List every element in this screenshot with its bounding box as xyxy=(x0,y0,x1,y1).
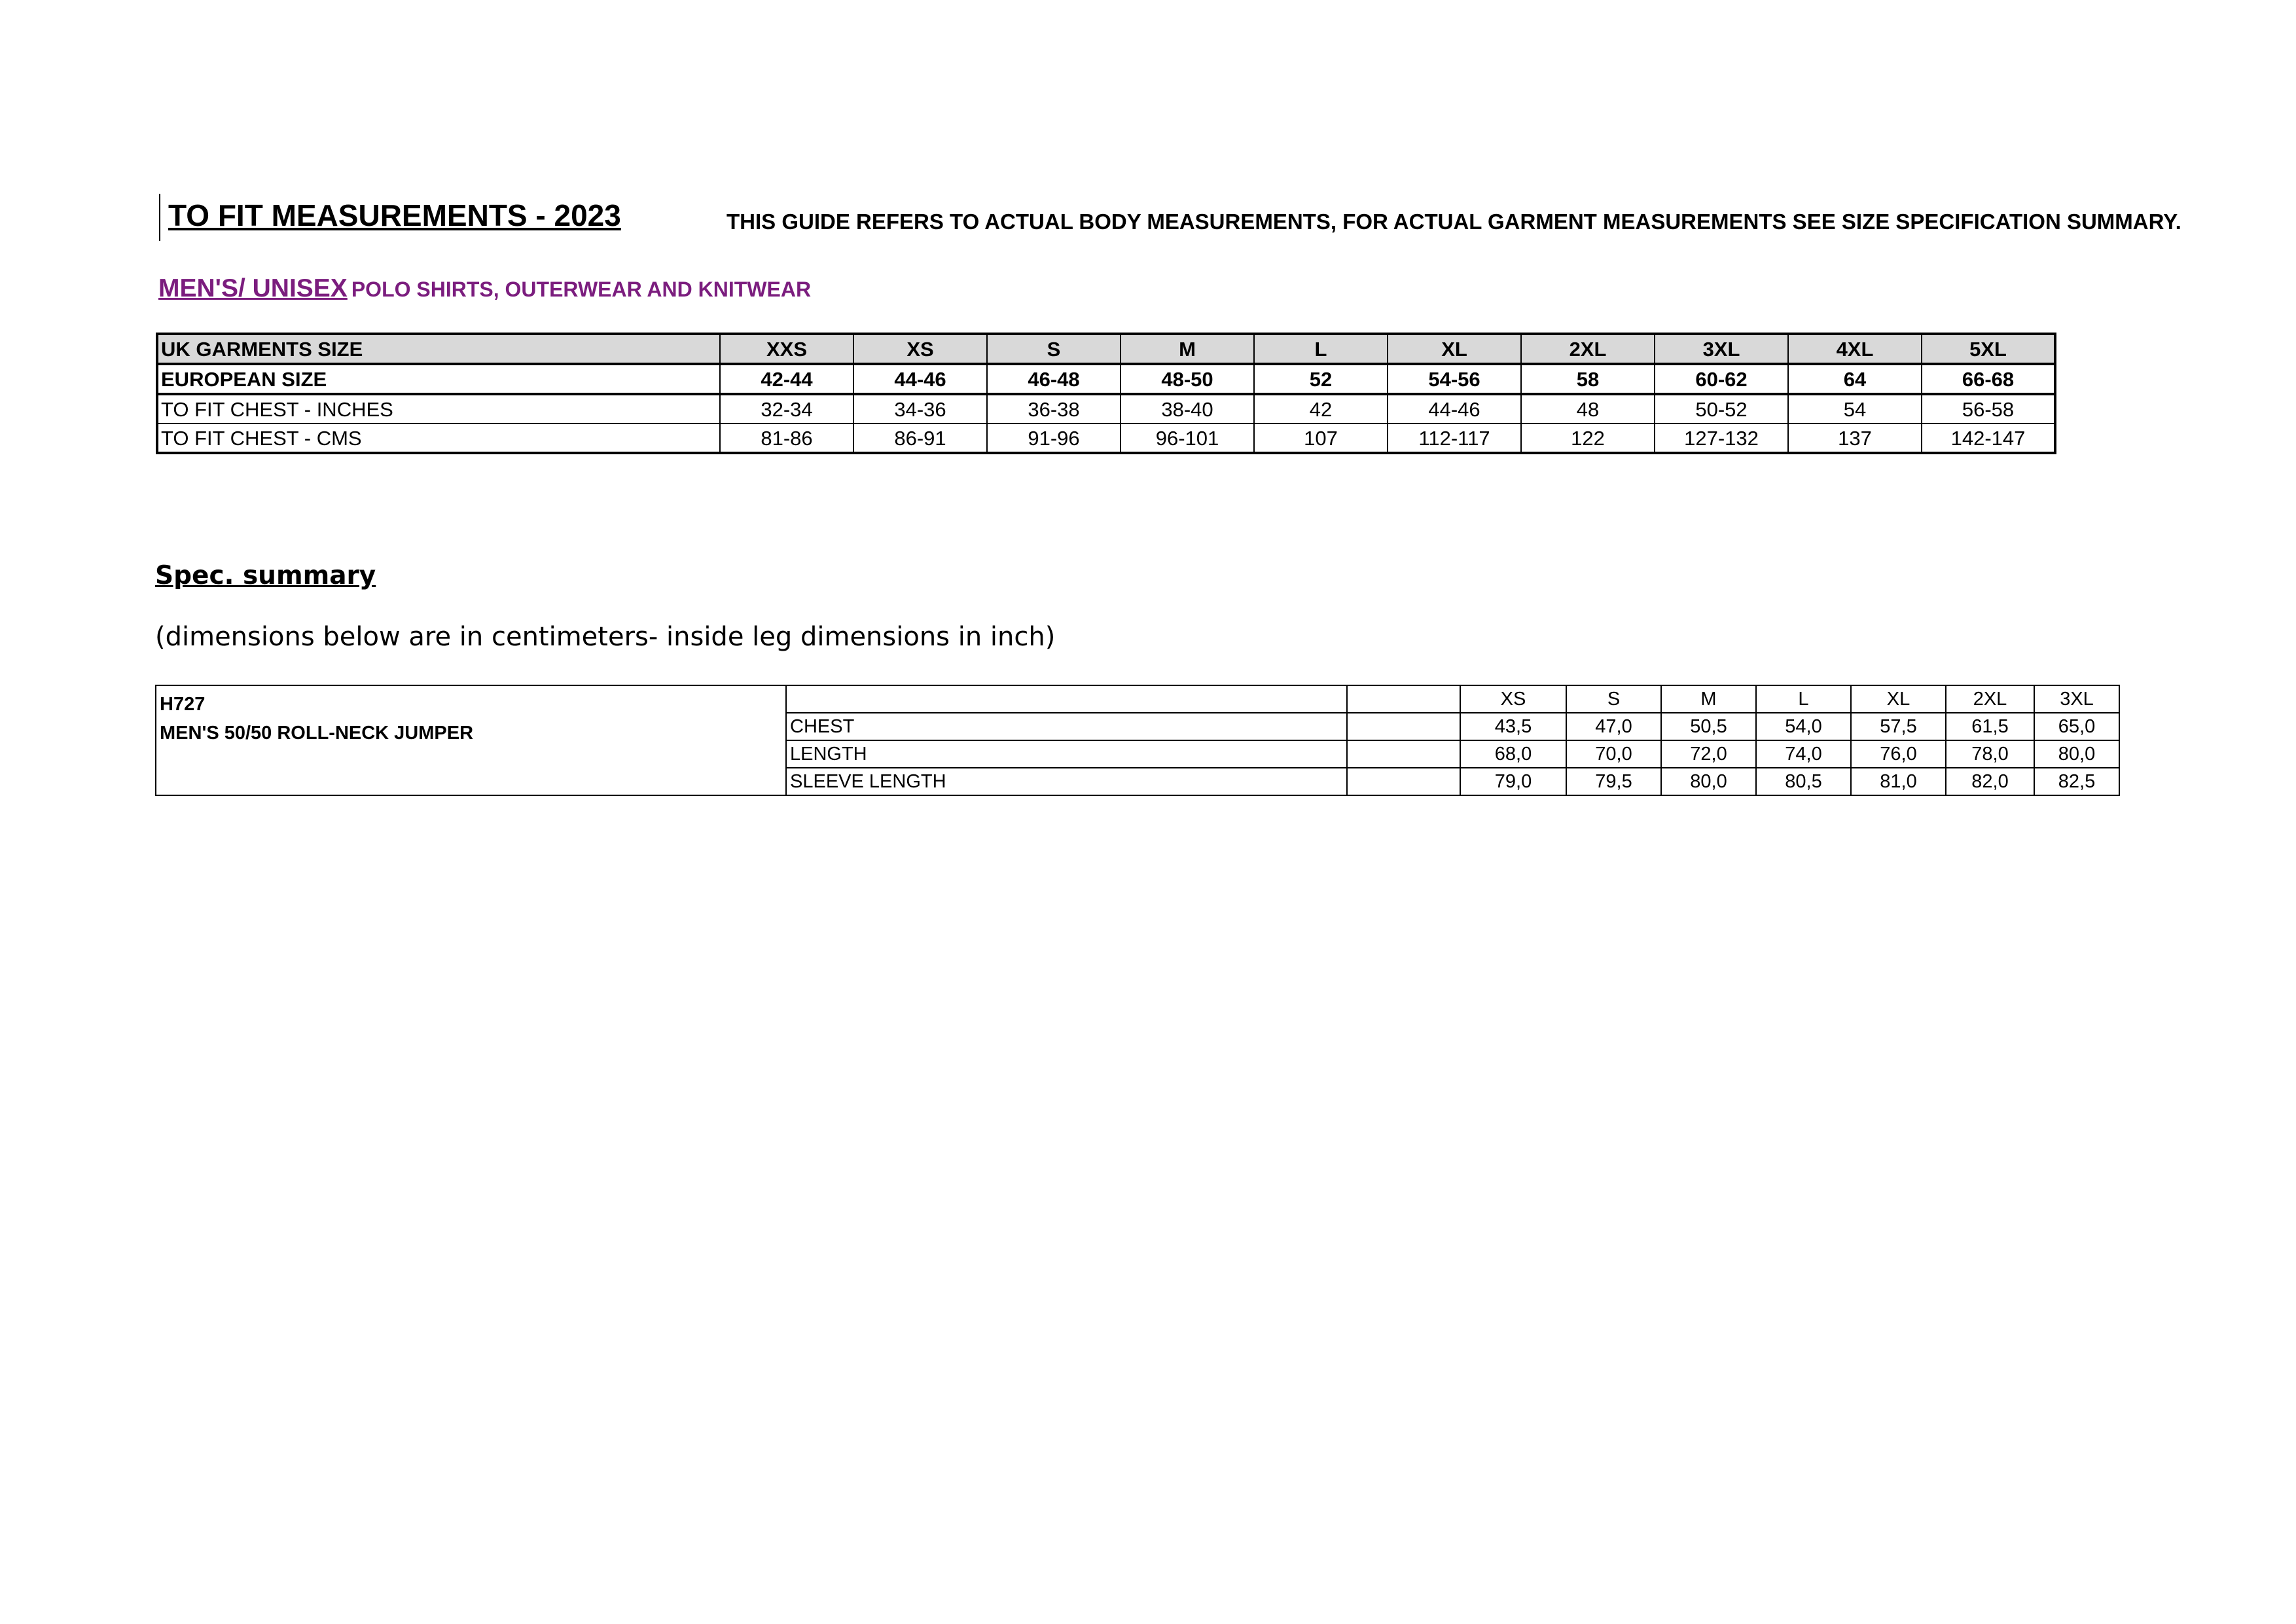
spec-blank-cell xyxy=(1347,740,1460,768)
fit-cell: 48-50 xyxy=(1121,364,1254,394)
fit-cell: 96-101 xyxy=(1121,424,1254,453)
category-heading xyxy=(158,276,811,301)
category-main: MEN'S/ UNISEX xyxy=(158,274,348,302)
spec-summary-heading: Spec. summary xyxy=(155,561,376,590)
fit-row-label: EUROPEAN SIZE xyxy=(157,364,720,394)
fit-cell: 107 xyxy=(1254,424,1388,453)
page-title: TO FIT MEASUREMENTS - 2023 xyxy=(168,198,621,232)
fit-size-header: XS xyxy=(853,334,987,364)
spec-cell: 81,0 xyxy=(1851,768,1946,795)
fit-cell: 137 xyxy=(1788,424,1922,453)
spec-cell: 54,0 xyxy=(1756,713,1851,740)
spec-cell: 50,5 xyxy=(1661,713,1756,740)
fit-cell: 54 xyxy=(1788,394,1922,424)
fit-row-european xyxy=(157,364,2055,394)
fit-header-label: UK GARMENTS SIZE xyxy=(157,334,720,364)
spec-cell: 68,0 xyxy=(1460,740,1566,768)
fit-cell: 44-46 xyxy=(1388,394,1521,424)
fit-size-header: 5XL xyxy=(1922,334,2055,364)
fit-row-chest-cms xyxy=(157,424,2055,453)
spec-cell: 76,0 xyxy=(1851,740,1946,768)
title-block xyxy=(159,194,621,241)
fit-measurements-table xyxy=(156,333,2056,454)
fit-cell: 32-34 xyxy=(720,394,853,424)
spec-header-row xyxy=(156,685,2119,713)
fit-cell: 42 xyxy=(1254,394,1388,424)
spec-row-label: SLEEVE LENGTH xyxy=(786,768,1347,795)
spec-row-label: LENGTH xyxy=(786,740,1347,768)
spec-row-label: CHEST xyxy=(786,713,1347,740)
product-code: H727 xyxy=(160,694,206,715)
spec-size-header: S xyxy=(1566,685,1661,713)
fit-size-header: XXS xyxy=(720,334,853,364)
spec-cell: 72,0 xyxy=(1661,740,1756,768)
fit-cell: 38-40 xyxy=(1121,394,1254,424)
spec-cell: 43,5 xyxy=(1460,713,1566,740)
spec-cell: 78,0 xyxy=(1946,740,2034,768)
fit-cell: 86-91 xyxy=(853,424,987,453)
fit-cell: 122 xyxy=(1521,424,1655,453)
category-rest: POLO SHIRTS, OUTERWEAR AND KNITWEAR xyxy=(351,278,812,301)
fit-size-header: 3XL xyxy=(1655,334,1788,364)
spec-size-header: 3XL xyxy=(2034,685,2119,713)
fit-row-label: TO FIT CHEST - INCHES xyxy=(157,394,720,424)
spec-cell: 47,0 xyxy=(1566,713,1661,740)
spec-blank-cell xyxy=(1347,685,1460,713)
fit-cell: 127-132 xyxy=(1655,424,1788,453)
spec-summary-table xyxy=(155,685,2120,796)
spec-product-cell xyxy=(156,685,786,795)
spec-cell: 57,5 xyxy=(1851,713,1946,740)
fit-cell: 81-86 xyxy=(720,424,853,453)
spec-cell: 79,5 xyxy=(1566,768,1661,795)
spec-cell: 82,0 xyxy=(1946,768,2034,795)
fit-cell: 48 xyxy=(1521,394,1655,424)
fit-cell: 60-62 xyxy=(1655,364,1788,394)
fit-size-header: S xyxy=(987,334,1121,364)
fit-size-header: XL xyxy=(1388,334,1521,364)
spec-size-header: XS xyxy=(1460,685,1566,713)
spec-cell: 80,5 xyxy=(1756,768,1851,795)
fit-row-chest-inches xyxy=(157,394,2055,424)
spec-blank-cell xyxy=(1347,713,1460,740)
spec-cell: 65,0 xyxy=(2034,713,2119,740)
fit-size-header: L xyxy=(1254,334,1388,364)
spec-size-header: 2XL xyxy=(1946,685,2034,713)
spec-cell: 70,0 xyxy=(1566,740,1661,768)
fit-cell: 91-96 xyxy=(987,424,1121,453)
spec-blank-cell xyxy=(1347,768,1460,795)
fit-cell: 42-44 xyxy=(720,364,853,394)
fit-cell: 66-68 xyxy=(1922,364,2055,394)
fit-cell: 56-58 xyxy=(1922,394,2055,424)
fit-cell: 46-48 xyxy=(987,364,1121,394)
fit-cell: 64 xyxy=(1788,364,1922,394)
spec-cell: 82,5 xyxy=(2034,768,2119,795)
spec-size-header: M xyxy=(1661,685,1756,713)
spec-cell: 79,0 xyxy=(1460,768,1566,795)
spec-size-header: XL xyxy=(1851,685,1946,713)
fit-size-header: 4XL xyxy=(1788,334,1922,364)
fit-cell: 44-46 xyxy=(853,364,987,394)
spec-cell: 80,0 xyxy=(2034,740,2119,768)
fit-cell: 142-147 xyxy=(1922,424,2055,453)
fit-cell: 36-38 xyxy=(987,394,1121,424)
spec-blank-cell xyxy=(786,685,1347,713)
fit-cell: 34-36 xyxy=(853,394,987,424)
fit-cell: 50-52 xyxy=(1655,394,1788,424)
product-name: MEN'S 50/50 ROLL-NECK JUMPER xyxy=(160,723,474,744)
fit-cell: 54-56 xyxy=(1388,364,1521,394)
fit-cell: 112-117 xyxy=(1388,424,1521,453)
spec-dimensions-note: (dimensions below are in centimeters- inside leg dimensions in inch) xyxy=(155,622,1056,652)
spec-cell: 80,0 xyxy=(1661,768,1756,795)
fit-cell: 52 xyxy=(1254,364,1388,394)
fit-size-header: 2XL xyxy=(1521,334,1655,364)
fit-cell: 58 xyxy=(1521,364,1655,394)
fit-header-row xyxy=(157,334,2055,364)
spec-size-header: L xyxy=(1756,685,1851,713)
spec-cell: 61,5 xyxy=(1946,713,2034,740)
spec-cell: 74,0 xyxy=(1756,740,1851,768)
fit-size-header: M xyxy=(1121,334,1254,364)
guide-note: THIS GUIDE REFERS TO ACTUAL BODY MEASUREMENTS, FOR ACTUAL GARMENT MEASUREMENTS SEE SIZE SPECIFICATION SUMMARY. xyxy=(726,209,2181,234)
fit-row-label: TO FIT CHEST - CMS xyxy=(157,424,720,453)
